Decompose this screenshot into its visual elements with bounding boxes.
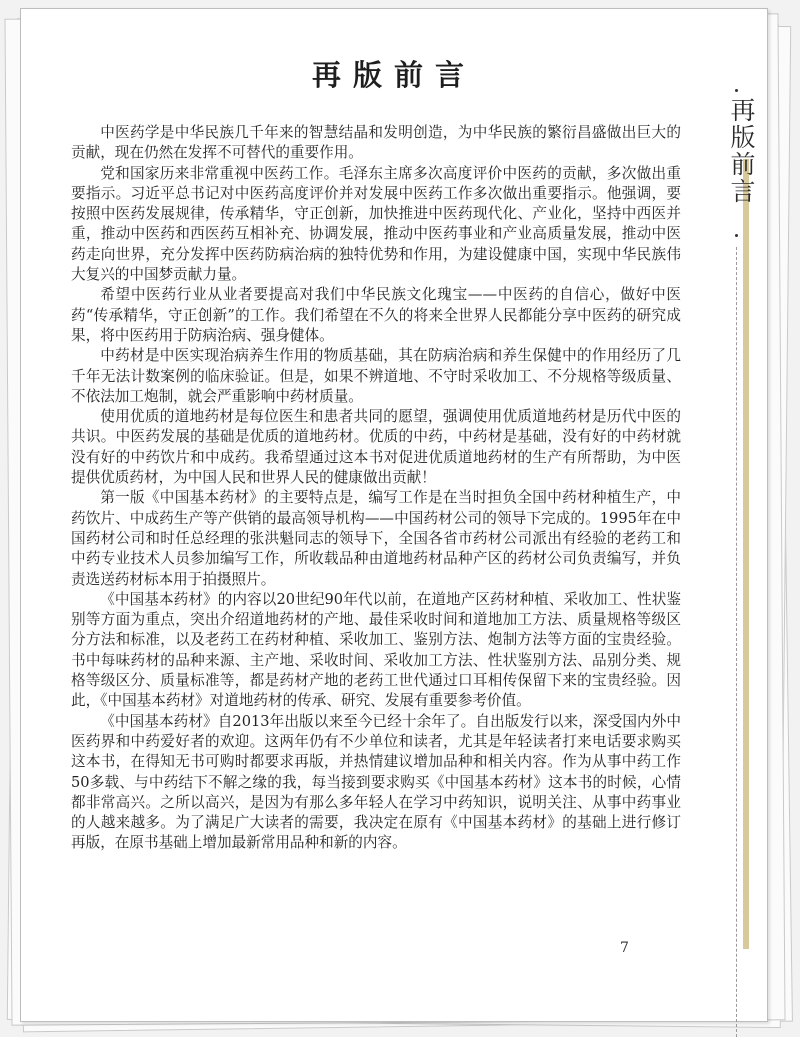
side-rule [736,247,737,1037]
paragraph: 希望中医药行业从业者要提高对我们中华民族文化瑰宝——中医药的自信心，做好中医药“传承精华，守正创新”的工作。我们希望在不久的将来全世界人民都能分享中医药的研究成果，将中医药用于防病治病、强身健体。 [71,286,681,344]
paragraph: 《中国基本药材》自2013年出版以来至今已经十余年了。自出版发行以来，深受国内外中医药界和中药爱好者的欢迎。这两年仍有不少单位和读者，尤其是年轻读者打来电话要求购买这本书，在得知无书可购时都要求再版，并热情建议增加品种和相关内容。作为从事中药工作50多载、与中药结下不解之缘的我，每当接到要求购买《中国基本药材》这本书的时候，心情都非常高兴。之所以高兴，是因为有那么多年轻人在学习中药知识，说明关注、从事中药事业的人越来越多。为了满足广大读者的需要，我决定在原有《中国基本药材》的基础上进行修订再版，在原书基础上增加最新常用品种和新的内容。 [71,712,681,852]
paragraph: 党和国家历来非常重视中医药工作。毛泽东主席多次高度评价中医药的贡献，多次做出重要指示。习近平总书记对中医药高度评价并对发展中医药工作多次做出重要指示。他强调，要按照中医药发展规律，传承精华，守正创新，加快推进中医药现代化、产业化，坚持中西医并重，推动中医药和西医药互相补充、协调发展，推动中医药事业和产业高质量发展，推动中医药走向世界，充分发挥中医药防病治病的独特优势和作用，为建设健康中国，实现中华民族伟大复兴的中国梦贡献力量。 [71,164,681,284]
page-number: 7 [620,940,629,956]
side-label-dot [735,234,738,237]
side-label: 再版前言 [727,97,756,205]
paragraph: 中药材是中医实现治病养生作用的物质基础，其在防病治病和养生保健中的作用经历了几千年无法计数案例的临床验证。但是，如果不辨道地、不守时采收加工、不分规格等级质量、不依法加工炮制，就会严重影响中药材质量。 [71,347,681,405]
paragraph: 使用优质的道地药材是每位医生和患者共同的愿望，强调使用优质道地药材是历代中医的共识。中医药发展的基础是优质的道地药材。优质的中药，中药材是基础，没有好的中药材就没有好的中药饮片和中成药。我希望通过这本书对促进优质道地药材的生产有所帮助，为中医提供优质药材，为中国人民和世界人民的健康做出贡献！ [71,408,681,487]
side-label-dot [735,89,738,92]
paragraph: 第一版《中国基本药材》的主要特点是，编写工作是在当时担负全国中药材种植生产，中药饮片、中成药生产等产供销的最高领导机构——中国药材公司的领导下完成的。1995年在中国药材公司和时任总经理的张洪魁同志的领导下，全国各省市药材公司派出有经验的老药工和中药专业技术人员参加编写工作，所收载品种由道地药材品种产区的药材公司负责编写，并负责选送药材标本用于拍摄照片。 [71,489,681,588]
paragraph: 《中国基本药材》的内容以20世纪90年代以前，在道地产区药材种植、采收加工、性状鉴别等方面为重点，突出介绍道地药材的产地、最佳采收时间和道地加工方法、质量规格等级区分方法和标准，以及老药工在药材种植、采收加工、鉴别方法、炮制方法等方面的宝贵经验。书中每味药材的品种来源、主产地、采收时间、采收加工方法、性状鉴别方法、品别分类、规格等级区分、质量标准等，都是药材产地的老药工世代通过口耳相传保留下来的宝贵经验。因此，《中国基本药材》对道地药材的传承、研究、发展有重要参考价值。 [71,590,681,710]
page-title: 再版前言 [311,58,476,92]
body-text [71,123,681,854]
book-page [20,8,768,1022]
paragraph: 中医药学是中华民族几千年来的智慧结晶和发明创造，为中华民族的繁衍昌盛做出巨大的贡献，现在仍然在发挥不可替代的重要作用。 [71,124,681,162]
page-edge-strip [743,159,749,949]
